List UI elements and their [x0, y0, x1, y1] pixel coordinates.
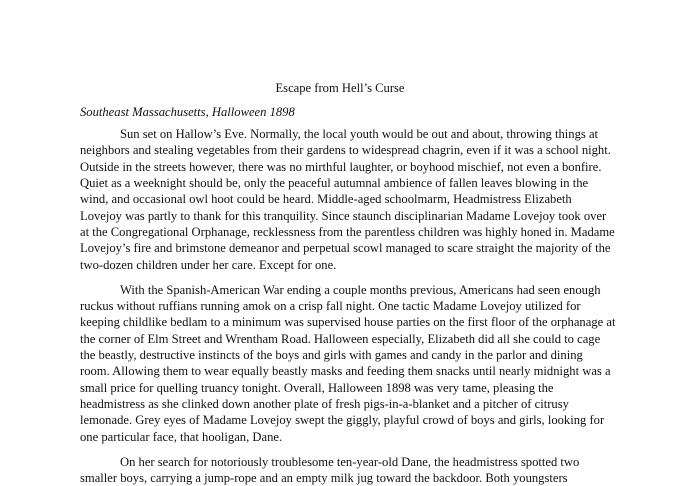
paragraph-line: the beastly, destructive instincts of the boys and girls with games and candy in the parlor and dining — [80, 347, 583, 362]
paragraph-line: small price for quelling truancy tonight. Overall, Halloween 1898 was very tame, pleasing the — [80, 380, 554, 395]
paragraph-line: Lovejoy was partly to thank for this tranquility. Since staunch disciplinarian Madame Lovejoy took over — [80, 208, 607, 223]
document-title: Escape from Hell’s Curse — [275, 81, 405, 95]
paragraph-3 — [80, 454, 602, 486]
paragraph-line: wind, and occasional owl hoot could be heard. Middle-aged schoolmarm, Headmistress Elizabeth — [80, 192, 572, 207]
paragraph-line: smaller boys, carrying a jump-rope and an empty milk jug toward the backdoor. Both youngsters — [80, 470, 568, 485]
paragraph-line: one particular face, that hooligan, Dane. — [80, 429, 283, 444]
paragraph-1 — [80, 126, 615, 273]
paragraph-line: headmistress as she clinked down another plate of fresh pigs-in-a-blanket and a pitcher of citrusy — [80, 397, 569, 411]
paragraph-line: Quiet as a weeknight should be, only the peaceful autumnal ambience of fallen leaves blowing in the — [80, 176, 589, 191]
paragraph-line: Outside in the streets however, there was no mirthful laughter, or boyhood mischief, not even a bonfire. — [80, 159, 602, 174]
paragraph-line: Lovejoy’s fire and brimstone demeanor and perpetual scowl managed to scare straight the majority of the — [80, 241, 611, 256]
paragraph-line: neighbors and stealing vegetables from their gardens to widespread chagrin, even if it was a school night. — [80, 143, 611, 158]
paragraph-line: Sun set on Hallow’s Eve. Normally, the local youth would be out and about, throwing things at — [120, 127, 599, 141]
paragraph-line: at the Congregational Orphanage, recklessness from the parentless children was highly honed in. Madame — [80, 225, 615, 240]
paragraph-line: On her search for notoriously troublesome ten-year-old Dane, the headmistress spotted two — [120, 454, 580, 469]
paragraph-line: room. Allowing them to wear equally beastly masks and feeding them snacks until nearly midnight was a — [80, 364, 611, 379]
paragraph-2 — [80, 282, 616, 445]
paragraph-line: lemonade. Grey eyes of Madame Lovejoy swept the giggly, playful crowd of boys and girls, looking for — [80, 413, 605, 428]
paragraph-line: With the Spanish-American War ending a couple months previous, Americans had seen enough — [120, 282, 601, 297]
paragraph-line: two-dozen children under her care. Except for one. — [80, 257, 337, 272]
paragraph-line: the corner of Elm Street and Wrentham Road. Halloween especially, Elizabeth did all she could to cage — [80, 331, 601, 346]
document-body — [80, 126, 616, 486]
document-subtitle: Southeast Massachusetts, Halloween 1898 — [80, 105, 295, 119]
paragraph-line: keeping childlike bedlam to a minimum was supervised house parties on the first floor of the orphanage at — [80, 315, 616, 330]
paragraph-line: ruckus without ruffians running amok on a crisp fall night. One tactic Madame Lovejoy utilized for — [80, 298, 581, 313]
